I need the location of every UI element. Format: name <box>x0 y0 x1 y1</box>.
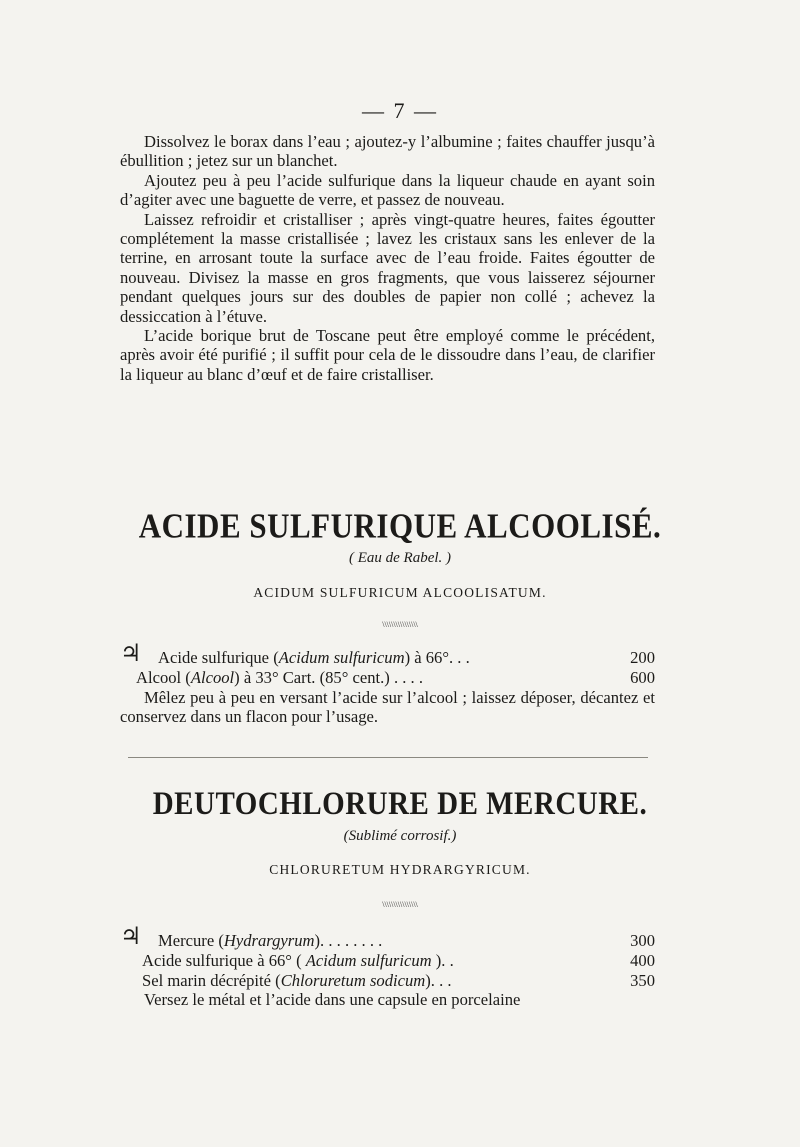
section-title-mercure: DEUTOCHLORURE DE MERCURE. <box>152 786 648 822</box>
ingredient-row <box>120 668 655 688</box>
section-latin-acide: ACIDUM SULFURICUM ALCOOLISATUM. <box>253 585 547 600</box>
recipe-symbol-icon: ♃ <box>120 924 142 950</box>
ingredient-value: 300 <box>630 931 655 950</box>
recipe-acide <box>120 641 655 688</box>
ornament-divider: \\\\\\\\\\\\\\\\ <box>382 620 418 629</box>
ingredient-label: Mercure (Hydrargyrum). . . . . . . . <box>158 931 383 950</box>
recipe-mercure <box>120 924 655 991</box>
ingredient-row <box>120 924 655 951</box>
paragraph: Ajoutez peu à peu l’acide sulfurique dans la liqueur chaude en ayant soin d’agiter avec une baguette de verre, et passez de nouveau. <box>120 170 655 210</box>
ingredient-value: 600 <box>630 668 655 687</box>
ingredient-row <box>120 951 655 971</box>
recipe-symbol-icon: ♃ <box>120 641 142 667</box>
ingredient-value: 200 <box>630 648 655 667</box>
section-latin-mercure: CHLORURETUM HYDRARGYRICUM. <box>269 862 531 877</box>
paragraph: Mêlez peu à peu en versant l’acide sur l’alcool ; laissez déposer, décantez et conservez dans un flacon pour l’usage. <box>120 688 655 727</box>
paragraph: Laissez refroidir et cristalliser ; après vingt-quatre heures, faites égoutter complétement la masse cristallisée ; lavez les cristaux sans les enlever de la terrine, en arrosant toute la surface avec de l’eau froide. Faites égoutter de nouveau. Divisez la masse en gros fragments, que vous laisserez séjourner pendant quelques jours sur des doubles de papier non collé ; achevez la dessiccation à l’étuve. <box>120 209 655 326</box>
instructions-acide <box>120 688 655 727</box>
paragraph: Versez le métal et l’acide dans une capsule en porcelaine <box>144 990 521 1009</box>
section-subtitle-mercure: (Sublimé corrosif.) <box>343 828 457 844</box>
paragraph: L’acide borique brut de Toscane peut être employé comme le précédent, après avoir été purifié ; il suffit pour cela de le dissoudre dans l’eau, de clarifier la liqueur au blanc d’œuf et de faire cristalliser. <box>120 326 655 384</box>
ingredient-label: Alcool (Alcool) à 33° Cart. (85° cent.) . . . . <box>136 668 424 687</box>
ingredient-value: 350 <box>630 971 655 990</box>
page-number: — 7 — <box>362 98 438 123</box>
intro-text <box>120 132 655 384</box>
horizontal-rule <box>128 757 648 758</box>
instructions-mercure <box>120 990 655 1009</box>
paragraph: Dissolvez le borax dans l’eau ; ajoutez-y l’albumine ; faites chauffer jusqu’à ébullition ; jetez sur un blanchet. <box>120 132 655 171</box>
ingredient-label: Acide sulfurique (Acidum sulfuricum) à 66°. . . <box>158 648 470 667</box>
section-title-acide: ACIDE SULFURIQUE ALCOOLISÉ. <box>138 506 662 546</box>
ingredient-row <box>120 971 655 991</box>
ingredient-row <box>120 641 655 668</box>
ingredient-value: 400 <box>630 951 655 970</box>
ornament-divider: \\\\\\\\\\\\\\\\ <box>382 900 418 909</box>
ingredient-label: Sel marin décrépité (Chloruretum sodicum). . . <box>142 971 452 990</box>
section-subtitle-acide: ( Eau de Rabel. ) <box>348 550 452 566</box>
ingredient-label: Acide sulfurique à 66° ( Acidum sulfuricum ). . <box>142 951 454 970</box>
